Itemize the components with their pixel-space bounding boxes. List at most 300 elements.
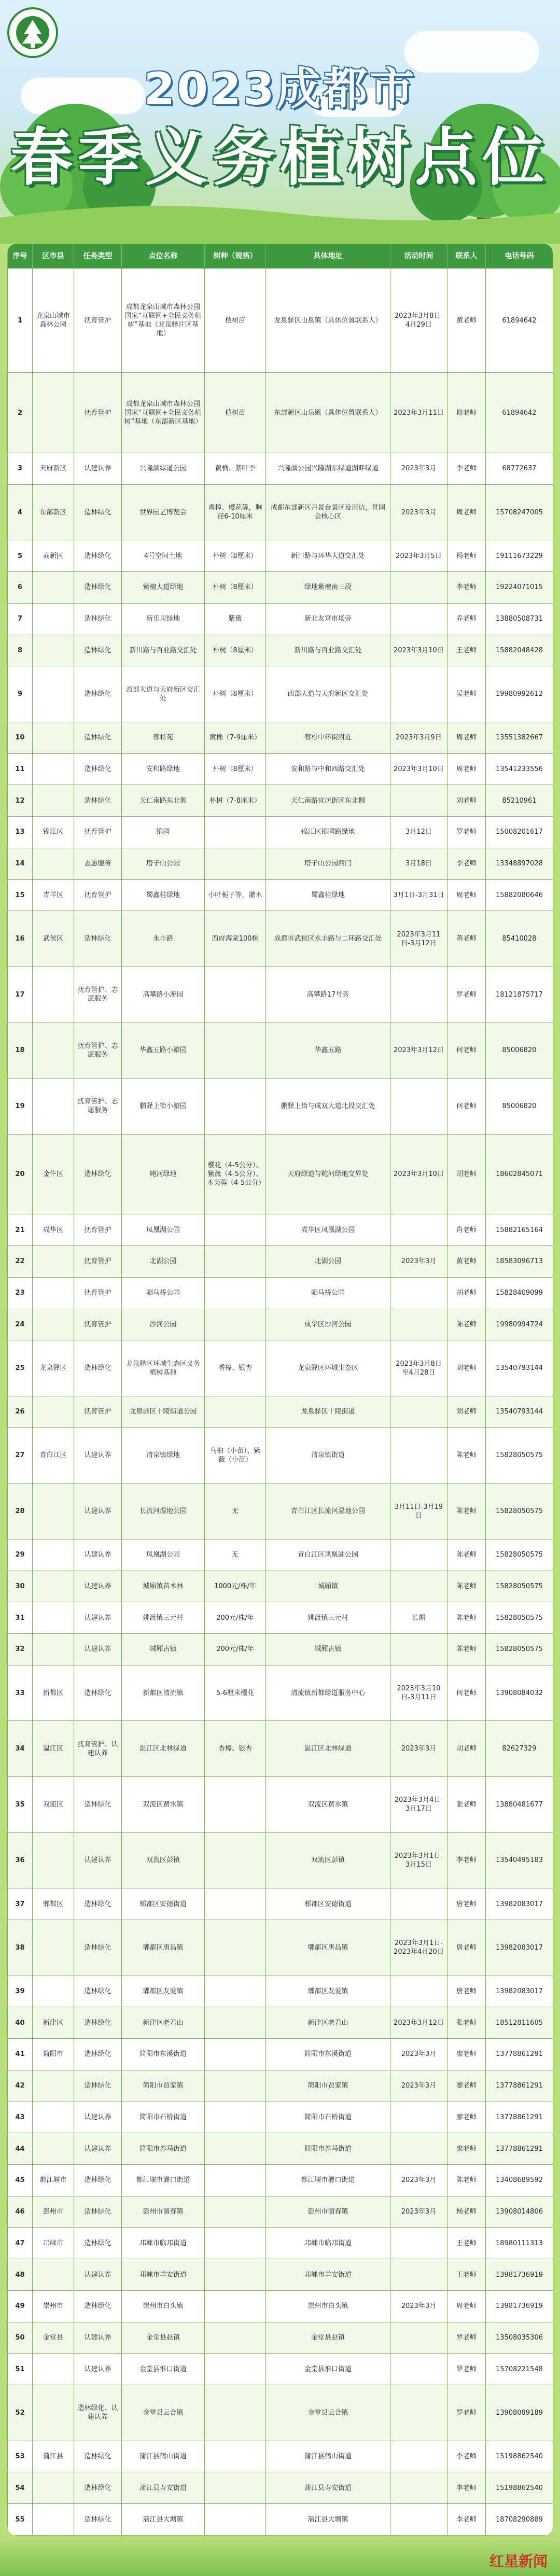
tree-species <box>205 1777 266 1833</box>
district <box>33 1832 74 1888</box>
table-row <box>8 2504 553 2536</box>
contact-person: 何老师 <box>447 1023 486 1079</box>
address: 蒲江县大塘镇 <box>266 2504 390 2536</box>
address: 崇州市白头镇 <box>266 2290 390 2322</box>
address: 锦江区锦园路绿地 <box>266 817 390 848</box>
row-number: 54 <box>8 2472 33 2504</box>
phone-number: 19980994724 <box>486 1309 553 1340</box>
activity-time: 2023年3月10日 <box>390 1134 447 1214</box>
task-type: 造林绿化 <box>74 1920 122 1976</box>
district <box>33 635 74 666</box>
phone-number: 13880508731 <box>486 603 553 635</box>
table-row <box>8 2259 553 2291</box>
table-body <box>8 269 553 2536</box>
row-number: 22 <box>8 1246 33 1278</box>
table-row <box>8 2133 553 2165</box>
contact-person: 陈老师 <box>447 2164 486 2196</box>
district <box>33 2472 74 2504</box>
activity-time <box>390 1539 447 1571</box>
district: 双流区 <box>33 1777 74 1833</box>
table-row <box>8 2039 553 2070</box>
row-number: 23 <box>8 1277 33 1309</box>
column-header: 电话号码 <box>486 244 553 269</box>
contact-person: 陈老师 <box>447 1309 486 1340</box>
district: 高新区 <box>33 540 74 572</box>
phone-number: 13981736919 <box>486 2259 553 2291</box>
activity-time: 2023年3月 <box>390 2039 447 2070</box>
table-row <box>8 1665 553 1721</box>
tree-species: 香樟、银杏 <box>205 1721 266 1777</box>
phone-number: 18980111313 <box>486 2228 553 2259</box>
address: 金堂县淮口街道 <box>266 2354 390 2385</box>
contact-person: 谢老师 <box>447 373 486 453</box>
table-row <box>8 1777 553 1833</box>
tree-species: 乌桕（小苗）、紫薇（小苗） <box>205 1427 266 1483</box>
address: 金堂县云合镇 <box>266 2385 390 2441</box>
table-row <box>8 848 553 879</box>
contact-person: 罗老师 <box>447 817 486 848</box>
site-name: 新乐里绿地 <box>122 603 205 635</box>
contact-person: 陈老师 <box>447 1427 486 1483</box>
district: 彭州市 <box>33 2196 74 2228</box>
district <box>33 1079 74 1135</box>
table-row <box>8 2290 553 2322</box>
site-name: 金堂县云合镇 <box>122 2385 205 2441</box>
activity-time: 2023年3月1日-3月15日 <box>390 1832 447 1888</box>
phone-number: 13508035306 <box>486 2322 553 2354</box>
table-row <box>8 1888 553 1920</box>
task-type: 认建认养 <box>74 453 122 485</box>
row-number: 45 <box>8 2164 33 2196</box>
column-header: 点位名称 <box>122 244 205 269</box>
table-row <box>8 911 553 967</box>
site-name: 安和路绿地 <box>122 753 205 785</box>
site-name: 驷马桥公园 <box>122 1277 205 1309</box>
contact-person: 陈老师 <box>447 1483 486 1539</box>
phone-number: 85006820 <box>486 1079 553 1135</box>
row-number: 46 <box>8 2196 33 2228</box>
activity-time <box>390 2472 447 2504</box>
site-name: 北湖公园 <box>122 1246 205 1278</box>
table-row <box>8 817 553 848</box>
task-type: 认建认养 <box>74 1427 122 1483</box>
address: 鹏驿上街与成双大道北段交汇处 <box>266 1079 390 1135</box>
task-type: 抚育管护 <box>74 269 122 373</box>
tree-species: 朴树（8厘米） <box>205 572 266 604</box>
row-number: 28 <box>8 1483 33 1539</box>
contact-person: 罗老师 <box>447 2322 486 2354</box>
contact-person: 吴老师 <box>447 666 486 722</box>
site-name: 塔子山公园 <box>122 848 205 879</box>
task-type: 抚育管护 <box>74 1396 122 1427</box>
address: 新津区老君山 <box>266 2007 390 2039</box>
task-type: 认建认养 <box>74 1602 122 1634</box>
column-header: 任务类型 <box>74 244 122 269</box>
site-name: 金堂县淮口街道 <box>122 2354 205 2385</box>
address: 郫都区安德街道 <box>266 1888 390 1920</box>
table-row <box>8 1539 553 1571</box>
district <box>33 1396 74 1427</box>
activity-time: 3月18日 <box>390 848 447 879</box>
task-type: 抚育管护、志愿服务 <box>74 1079 122 1135</box>
row-number: 33 <box>8 1665 33 1721</box>
footer-bar <box>0 2536 560 2576</box>
contact-person: 黄老师 <box>447 269 486 373</box>
header-banner <box>0 0 560 244</box>
row-number: 19 <box>8 1079 33 1135</box>
district <box>33 1483 74 1539</box>
contact-person: 唐老师 <box>447 1976 486 2007</box>
task-type: 造林绿化 <box>74 785 122 817</box>
row-number: 37 <box>8 1888 33 1920</box>
task-type: 抚育管护 <box>74 1246 122 1278</box>
task-type: 认建认养 <box>74 2259 122 2291</box>
contact-person: 刘老师 <box>447 785 486 817</box>
row-number: 39 <box>8 1976 33 2007</box>
phone-number: 13908014806 <box>486 2196 553 2228</box>
district <box>33 848 74 879</box>
activity-time: 3月12日 <box>390 817 447 848</box>
activity-time <box>390 1571 447 1602</box>
phone-number: 15198862540 <box>486 2441 553 2472</box>
contact-person: 乔老师 <box>447 603 486 635</box>
site-name: 紫檀大道绿地 <box>122 572 205 604</box>
phone-number: 13778861291 <box>486 2039 553 2070</box>
table-row <box>8 2385 553 2441</box>
tree-species <box>205 1277 266 1309</box>
tree-species <box>205 817 266 848</box>
phone-number: 15008201617 <box>486 817 553 848</box>
task-type: 造林绿化 <box>74 2472 122 2504</box>
activity-time: 2023年3月 <box>390 453 447 485</box>
row-number: 8 <box>8 635 33 666</box>
task-type: 造林绿化 <box>74 1888 122 1920</box>
table-row <box>8 2070 553 2102</box>
contact-person: 唐老师 <box>447 1920 486 1976</box>
contact-person: 何老师 <box>447 1665 486 1721</box>
district: 东部新区 <box>33 484 74 540</box>
site-name: 兴隆湖绿道公园 <box>122 453 205 485</box>
site-name: 龙泉驿区十陵街道公园 <box>122 1396 205 1427</box>
district <box>33 753 74 785</box>
district: 新津区 <box>33 2007 74 2039</box>
contact-person: 李老师 <box>447 453 486 485</box>
district: 龙泉驿区 <box>33 1340 74 1396</box>
tree-species <box>205 2259 266 2291</box>
district <box>33 967 74 1023</box>
phone-number: 13408689592 <box>486 2164 553 2196</box>
address: 绿地紫檀南三段 <box>266 572 390 604</box>
tree-species: 朴树（8厘米） <box>205 753 266 785</box>
row-number: 50 <box>8 2322 33 2354</box>
activity-time: 2023年3月11日 <box>390 373 447 453</box>
site-name: 城厢古镇 <box>122 1634 205 1665</box>
tree-species <box>205 2228 266 2259</box>
address: 东部新区山泉镇（具体位置联系人） <box>266 373 390 453</box>
tree-species: 1000元/株/年 <box>205 1571 266 1602</box>
site-name: 新川路与百业路交汇处 <box>122 635 205 666</box>
phone-number: 13540495183 <box>486 1832 553 1888</box>
site-name: 邛崃市临邛街道 <box>122 2228 205 2259</box>
district <box>33 666 74 722</box>
district: 蒲江县 <box>33 2441 74 2472</box>
tree-species <box>205 1214 266 1246</box>
row-number: 55 <box>8 2504 33 2536</box>
address: 塔子山公园西门 <box>266 848 390 879</box>
row-number: 11 <box>8 753 33 785</box>
task-type: 造林绿化 <box>74 2441 122 2472</box>
planting-sites-table <box>7 244 553 2536</box>
phone-number: 15828050575 <box>486 1571 553 1602</box>
address: 都江堰市灌口街道 <box>266 2164 390 2196</box>
page-title: 春季义务植树点位 <box>10 122 550 194</box>
phone-number: 13540793144 <box>486 1340 553 1396</box>
row-number: 7 <box>8 603 33 635</box>
site-name: 新津区老君山 <box>122 2007 205 2039</box>
phone-number: 18602845071 <box>486 1134 553 1214</box>
row-number: 16 <box>8 911 33 967</box>
table-row <box>8 373 553 453</box>
row-number: 31 <box>8 1602 33 1634</box>
site-name: 蒲江县大塘镇 <box>122 2504 205 2536</box>
tree-species <box>205 2322 266 2354</box>
table-row <box>8 2322 553 2354</box>
tree-species <box>205 1246 266 1278</box>
row-number: 1 <box>8 269 33 373</box>
task-type: 造林绿化 <box>74 540 122 572</box>
site-name: 简阳市石桥街道 <box>122 2102 205 2133</box>
row-number: 47 <box>8 2228 33 2259</box>
phone-number: 15828050575 <box>486 1602 553 1634</box>
phone-number: 61894642 <box>486 269 553 373</box>
table-row <box>8 2102 553 2133</box>
district <box>33 2504 74 2536</box>
district <box>33 2133 74 2165</box>
table-row <box>8 753 553 785</box>
activity-time <box>390 1888 447 1920</box>
district: 武侯区 <box>33 911 74 967</box>
district <box>33 1246 74 1278</box>
contact-person: 廖老师 <box>447 2070 486 2102</box>
address: 天仁南路宜居街区东北侧 <box>266 785 390 817</box>
row-number: 51 <box>8 2354 33 2385</box>
table-row <box>8 722 553 753</box>
contact-person: 杨老师 <box>447 540 486 572</box>
site-name: 新都区清流镇 <box>122 1665 205 1721</box>
activity-time: 2023年3月 <box>390 2196 447 2228</box>
address: 彭州市丽春镇 <box>266 2196 390 2228</box>
activity-time: 2023年3月12日 <box>390 1023 447 1079</box>
contact-person: 王老师 <box>447 2228 486 2259</box>
activity-time: 2023年3月5日 <box>390 540 447 572</box>
task-type: 造林绿化 <box>74 2039 122 2070</box>
site-name: 金堂县赵镇 <box>122 2322 205 2354</box>
address: 温江区北林绿道 <box>266 1721 390 1777</box>
site-name: 鹏驿上街小游园 <box>122 1079 205 1135</box>
phone-number: 85210961 <box>486 785 553 817</box>
address: 简阳市石桥街道 <box>266 2102 390 2133</box>
task-type: 认建认养 <box>74 1571 122 1602</box>
activity-time: 2023年3月12日 <box>390 2007 447 2039</box>
tree-species: 樱花（4-5公分）、紫薇（4-5公分）、木芙蓉（4-5公分） <box>205 1134 266 1214</box>
phone-number: 13348897028 <box>486 848 553 879</box>
address: 成华区沙河公园 <box>266 1309 390 1340</box>
column-header: 序号 <box>8 244 33 269</box>
table-row <box>8 1427 553 1483</box>
address: 蒲江县寿安街道 <box>266 2472 390 2504</box>
row-number: 53 <box>8 2441 33 2472</box>
tree-species <box>205 2504 266 2536</box>
phone-number: 13908084032 <box>486 1665 553 1721</box>
tree-species: 朴树（7-8厘米） <box>205 785 266 817</box>
phone-number: 13540793144 <box>486 1396 553 1427</box>
district: 龙泉山城市森林公园 <box>33 269 74 373</box>
tree-species <box>205 2196 266 2228</box>
task-type: 志愿服务 <box>74 848 122 879</box>
table-row <box>8 2354 553 2385</box>
district <box>33 1309 74 1340</box>
task-type: 造林绿化 <box>74 2504 122 2536</box>
site-name: 郫都区唐昌镇 <box>122 1920 205 1976</box>
site-name: 温江区北林绿道 <box>122 1721 205 1777</box>
contact-person: 张老师 <box>447 1777 486 1833</box>
tree-species <box>205 2472 266 2504</box>
contact-person: 李老师 <box>447 2504 486 2536</box>
tree-species <box>205 848 266 879</box>
task-type: 造林绿化 <box>74 1777 122 1833</box>
table-row <box>8 1340 553 1396</box>
table-row <box>8 1246 553 1278</box>
district: 都江堰市 <box>33 2164 74 2196</box>
phone-number: 13982083017 <box>486 1976 553 2007</box>
site-name: 4号空间土地 <box>122 540 205 572</box>
row-number: 4 <box>8 484 33 540</box>
contact-person: 唐老师 <box>447 1888 486 1920</box>
row-number: 35 <box>8 1777 33 1833</box>
task-type: 造林绿化 <box>74 635 122 666</box>
task-type: 抚育管护、志愿服务 <box>74 967 122 1023</box>
address: 西部大道与天府新区交汇处 <box>266 666 390 722</box>
row-number: 2 <box>8 373 33 453</box>
contact-person: 陈老师 <box>447 1634 486 1665</box>
table-row <box>8 1832 553 1888</box>
phone-number: 15882080646 <box>486 879 553 911</box>
phone-number: 68772637 <box>486 453 553 485</box>
contact-person: 李老师 <box>447 572 486 604</box>
row-number: 43 <box>8 2102 33 2133</box>
activity-time <box>390 2354 447 2385</box>
site-name: 郫都区安德街道 <box>122 1888 205 1920</box>
address: 简阳市东溪街道 <box>266 2039 390 2070</box>
title-year: 2023成都市 <box>144 63 416 115</box>
address: 城厢镇 <box>266 1571 390 1602</box>
tree-species <box>205 2354 266 2385</box>
tree-species: 黄桷、紫叶李 <box>205 453 266 485</box>
district: 郫都区 <box>33 1888 74 1920</box>
task-type: 造林绿化 <box>74 2196 122 2228</box>
table-row <box>8 666 553 722</box>
task-type: 造林绿化 <box>74 1340 122 1396</box>
address: 邛崃市临邛街道 <box>266 2228 390 2259</box>
district <box>33 1602 74 1634</box>
row-number: 48 <box>8 2259 33 2291</box>
site-name: 都江堰市灌口街道 <box>122 2164 205 2196</box>
tree-species: 香樟、樱花等，胸径6-10厘米 <box>205 484 266 540</box>
forestry-logo <box>7 7 58 58</box>
district <box>33 373 74 453</box>
phone-number: 61894642 <box>486 373 553 453</box>
phone-number: 15828050575 <box>486 1634 553 1665</box>
contact-person: 周老师 <box>447 753 486 785</box>
tree-species <box>205 1396 266 1427</box>
task-type: 造林绿化 <box>74 1665 122 1721</box>
activity-time <box>390 1214 447 1246</box>
table-row <box>8 572 553 604</box>
tree-species <box>205 2007 266 2039</box>
address: 郫都区唐昌镇 <box>266 1920 390 1976</box>
table-row <box>8 269 553 373</box>
phone-number: 13541233556 <box>486 753 553 785</box>
row-number: 15 <box>8 879 33 911</box>
task-type: 认建认养 <box>74 2322 122 2354</box>
address: 高攀路17号旁 <box>266 967 390 1023</box>
site-name: 简阳市贾家镇 <box>122 2070 205 2102</box>
contact-person: 李老师 <box>447 848 486 879</box>
tree-species: 200元/株/年 <box>205 1602 266 1634</box>
address: 金堂县赵镇 <box>266 2322 390 2354</box>
row-number: 40 <box>8 2007 33 2039</box>
address: 简阳市养马街道 <box>266 2133 390 2165</box>
tree-species: 小叶栀子等，灌木 <box>205 879 266 911</box>
address: 双流区黄水镇 <box>266 1777 390 1833</box>
task-type: 认建认养 <box>74 1483 122 1539</box>
tree-species: 朴树（8厘米） <box>205 635 266 666</box>
contact-person: 刘老师 <box>447 1340 486 1396</box>
activity-time <box>390 1427 447 1483</box>
task-type: 认建认养 <box>74 2354 122 2385</box>
phone-number: 18121875717 <box>486 967 553 1023</box>
address: 成都东部新区丹景台景区及周边，世园会核心区 <box>266 484 390 540</box>
contact-person: 王老师 <box>447 635 486 666</box>
tree-species <box>205 1309 266 1340</box>
site-name: 彭州市丽春镇 <box>122 2196 205 2228</box>
table-row <box>8 2164 553 2196</box>
contact-person: 蒋老师 <box>447 911 486 967</box>
table-row <box>8 1571 553 1602</box>
tree-species <box>205 1832 266 1888</box>
phone-number: 15828050575 <box>486 1483 553 1539</box>
activity-time <box>390 1396 447 1427</box>
address: 蒲江县鹤山街道 <box>266 2441 390 2472</box>
contact-person: 胡老师 <box>447 1721 486 1777</box>
tree-species: 5-6厘米樱花 <box>205 1665 266 1721</box>
activity-time <box>390 2228 447 2259</box>
phone-number: 13982083017 <box>486 1888 553 1920</box>
tree-species: 香樟、银杏 <box>205 1340 266 1396</box>
task-type: 抚育管护 <box>74 373 122 453</box>
table-row <box>8 1602 553 1634</box>
task-type: 抚育管护 <box>74 1277 122 1309</box>
table-row <box>8 879 553 911</box>
tree-species <box>205 1976 266 2007</box>
tree-species: 黄桷（7-9厘米） <box>205 722 266 753</box>
contact-person: 李老师 <box>447 2441 486 2472</box>
district: 天府新区 <box>33 453 74 485</box>
task-type: 造林绿化 <box>74 722 122 753</box>
site-name: 锦园 <box>122 817 205 848</box>
site-name: 沙河公园 <box>122 1309 205 1340</box>
tree-species <box>205 2290 266 2322</box>
